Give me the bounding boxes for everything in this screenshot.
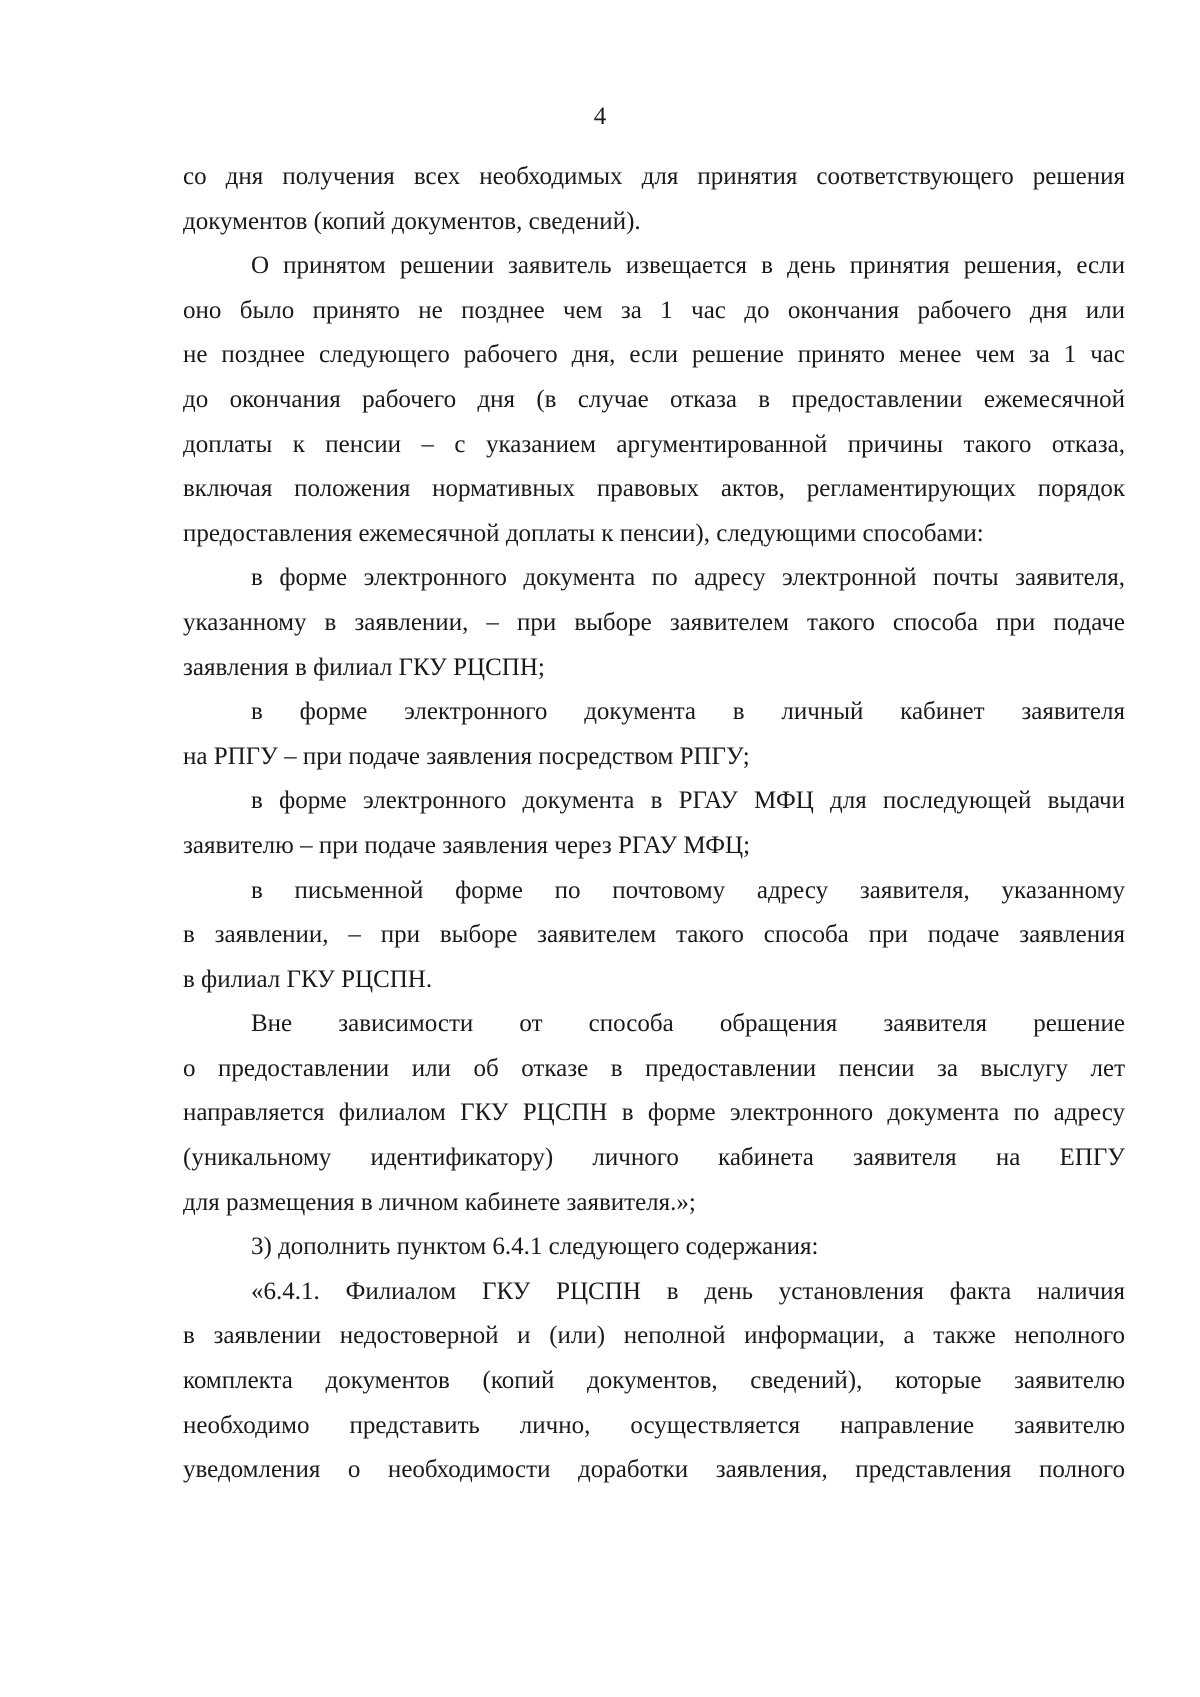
text-line: уведомления о необходимости доработки заявления, представления полного <box>183 1456 1125 1484</box>
text-line: в форме электронного документа в личный кабинет заявителя <box>251 698 1125 726</box>
text-line: оно было принято не позднее чем за 1 час до окончания рабочего дня или <box>183 296 1125 324</box>
text-line: в письменной форме по почтовому адресу заявителя, указанному <box>251 876 1125 904</box>
text-line: «6.4.1. Филиалом ГКУ РЦСПН в день установления факта наличия <box>251 1277 1125 1305</box>
text-line: включая положения нормативных правовых актов, регламентирующих порядок <box>183 475 1125 503</box>
paragraph-mfc-method <box>183 779 1125 868</box>
text-line: О принятом решении заявитель извещается в день принятия решения, если <box>251 252 1125 280</box>
text-line: указанному в заявлении, – при выборе заявителем такого способа при подаче <box>183 608 1125 636</box>
text-line: направляется филиалом ГКУ РЦСПН в форме электронного документа по адресу <box>183 1099 1125 1127</box>
paragraph-postal-method <box>183 869 1125 1003</box>
text-line: для размещения в личном кабинете заявителя.»; <box>183 1188 696 1216</box>
page-number: 4 <box>593 103 607 130</box>
text-line: не позднее следующего рабочего дня, если решение принято менее чем за 1 час <box>183 341 1125 369</box>
paragraph-amendment-item <box>183 1225 1125 1270</box>
text-line: в заявлении недостоверной и (или) неполной информации, а также неполного <box>183 1322 1125 1350</box>
text-line: заявления в филиал ГКУ РЦСПН; <box>183 653 545 681</box>
paragraph-rpgu-method <box>183 690 1125 779</box>
text-line: доплаты к пенсии – с указанием аргументированной причины такого отказа, <box>183 430 1125 458</box>
text-line: на РПГУ – при подаче заявления посредством РПГУ; <box>183 742 750 770</box>
paragraph-continuation <box>183 155 1125 244</box>
text-line: документов (копий документов, сведений). <box>183 207 641 235</box>
text-line: предоставления ежемесячной доплаты к пенсии), следующими способами: <box>183 519 984 547</box>
text-line: в форме электронного документа в РГАУ МФЦ для последующей выдачи <box>251 787 1125 815</box>
document-body <box>183 155 1125 1493</box>
text-line: заявителю – при подаче заявления через РГАУ МФЦ; <box>183 831 751 859</box>
paragraph-notification <box>183 244 1125 556</box>
text-line: до окончания рабочего дня (в случае отказа в предоставлении ежемесячной <box>183 385 1125 413</box>
text-line: в заявлении, – при выборе заявителем такого способа при подаче заявления <box>183 921 1125 949</box>
text-line: 3) дополнить пунктом 6.4.1 следующего содержания: <box>251 1233 819 1261</box>
text-line: в филиал ГКУ РЦСПН. <box>183 965 433 993</box>
text-line: комплекта документов (копий документов, сведений), которые заявителю <box>183 1367 1125 1395</box>
paragraph-email-method <box>183 556 1125 690</box>
paragraph-epgu-decision <box>183 1002 1125 1225</box>
text-line: в форме электронного документа по адресу электронной почты заявителя, <box>251 564 1125 592</box>
text-line: о предоставлении или об отказе в предоставлении пенсии за выслугу лет <box>183 1054 1125 1082</box>
paragraph-clause-6-4-1 <box>183 1270 1125 1493</box>
text-line: Вне зависимости от способа обращения заявителя решение <box>251 1010 1125 1038</box>
text-line: (уникальному идентификатору) личного кабинета заявителя на ЕПГУ <box>183 1144 1125 1172</box>
text-line: со дня получения всех необходимых для принятия соответствующего решения <box>183 163 1125 190</box>
text-line: необходимо представить лично, осуществляется направление заявителю <box>183 1411 1125 1439</box>
